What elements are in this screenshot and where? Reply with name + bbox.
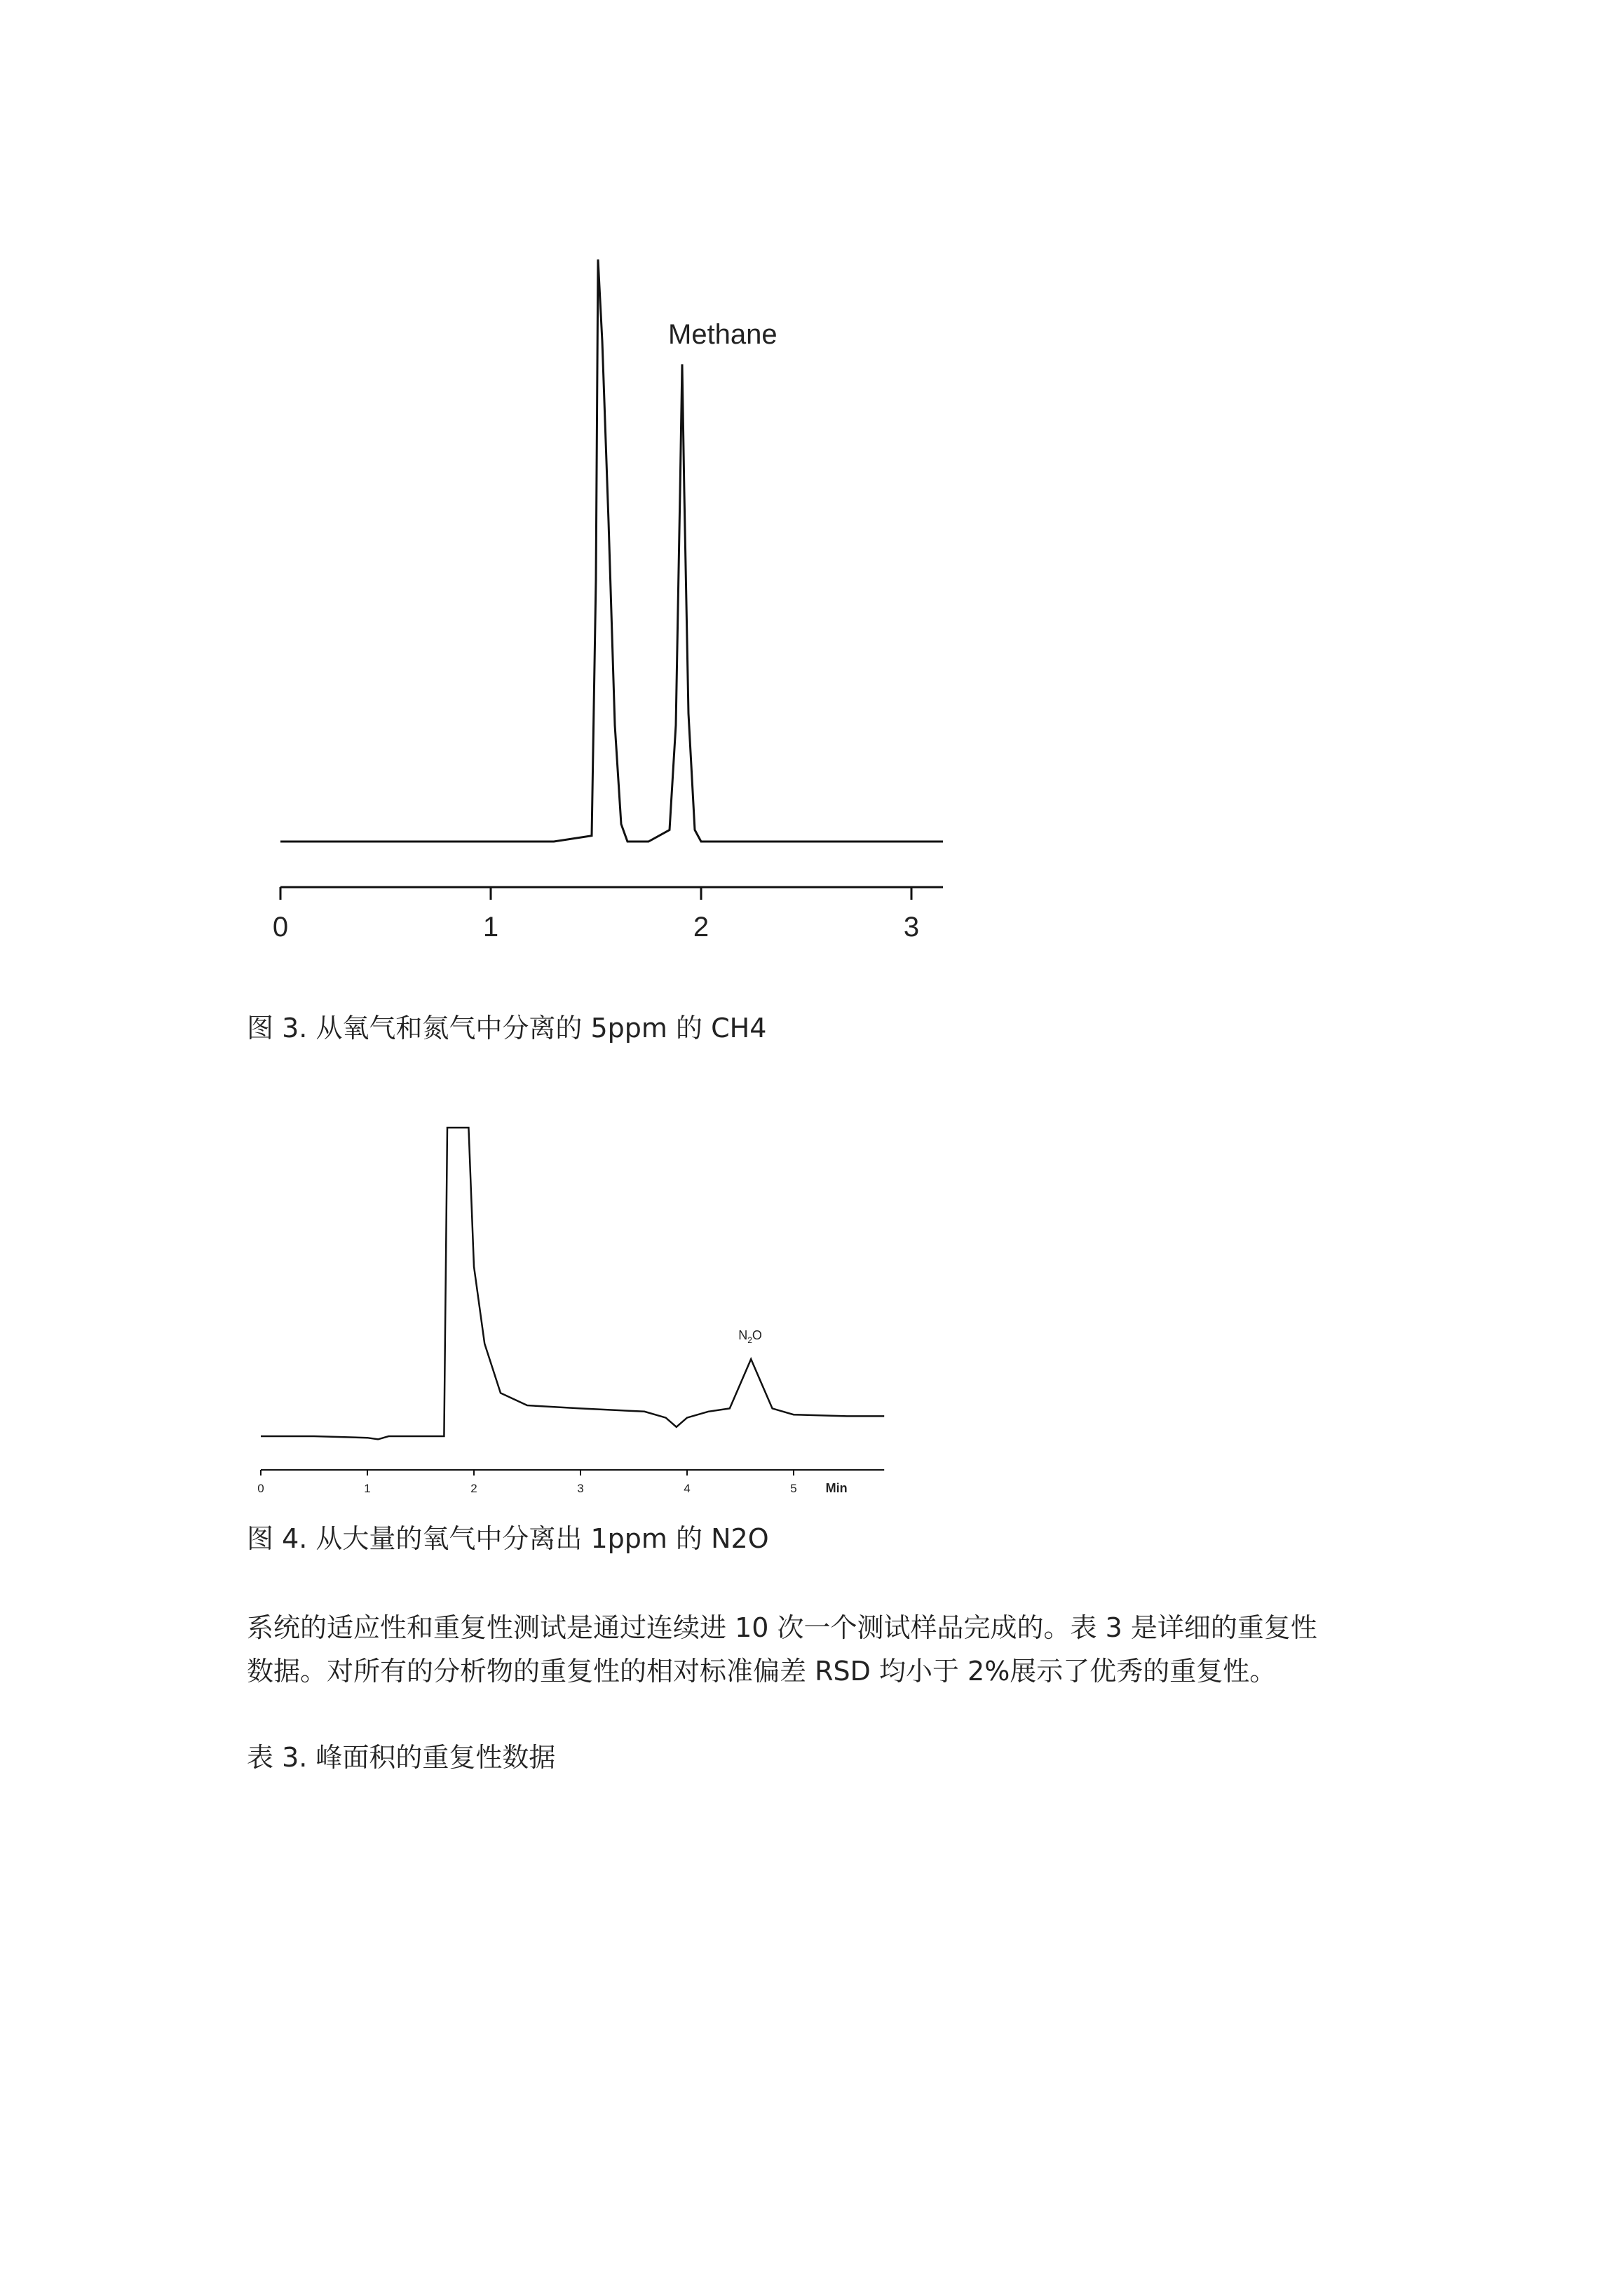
n2o-peak-label: $N_2O$ xyxy=(738,1328,762,1345)
signal-trace xyxy=(261,1128,884,1439)
figure-3-caption: 图 3. 从氧气和氮气中分离的 5ppm 的 CH4 xyxy=(247,1013,767,1044)
figure-4-plot xyxy=(261,1128,884,1439)
paragraph-line: 系统的适应性和重复性测试是通过连续进 10 次一个测试样品完成的。表 3 是详细的重复性 xyxy=(247,1612,1317,1643)
paragraph-line: 数据。对所有的分析物的重复性的相对标准偏差 RSD 均小于 2%展示了优秀的重复性。 xyxy=(247,1656,1277,1687)
body-paragraph xyxy=(247,1606,1439,1693)
x-tick-label: 3 xyxy=(577,1482,584,1495)
figure-3-chromatogram xyxy=(266,245,975,961)
table-3-caption: 表 3. 峰面积的重复性数据 xyxy=(247,1742,556,1773)
x-tick-label: 1 xyxy=(364,1482,371,1495)
x-tick-label: 2 xyxy=(470,1482,477,1495)
signal-trace xyxy=(280,259,943,842)
figure-4-caption: 图 4. 从大量的氧气中分离出 1ppm 的 N2O xyxy=(247,1523,769,1554)
x-tick-label: 0 xyxy=(257,1482,264,1495)
x-tick-label: 4 xyxy=(684,1482,691,1495)
x-tick-label: 0 xyxy=(272,912,289,943)
figure-4-chromatogram xyxy=(245,1108,904,1501)
figure-3-plot xyxy=(280,259,943,842)
x-tick-label: 1 xyxy=(482,912,499,943)
x-tick-label: 3 xyxy=(903,912,920,943)
x-tick-label: 5 xyxy=(790,1482,797,1495)
methane-peak-label: Methane xyxy=(668,319,777,350)
figure-3-x-axis xyxy=(273,887,943,943)
figure-4-x-axis xyxy=(257,1470,884,1495)
x-tick-label: 2 xyxy=(693,912,709,943)
x-unit-label: Min xyxy=(825,1481,848,1495)
